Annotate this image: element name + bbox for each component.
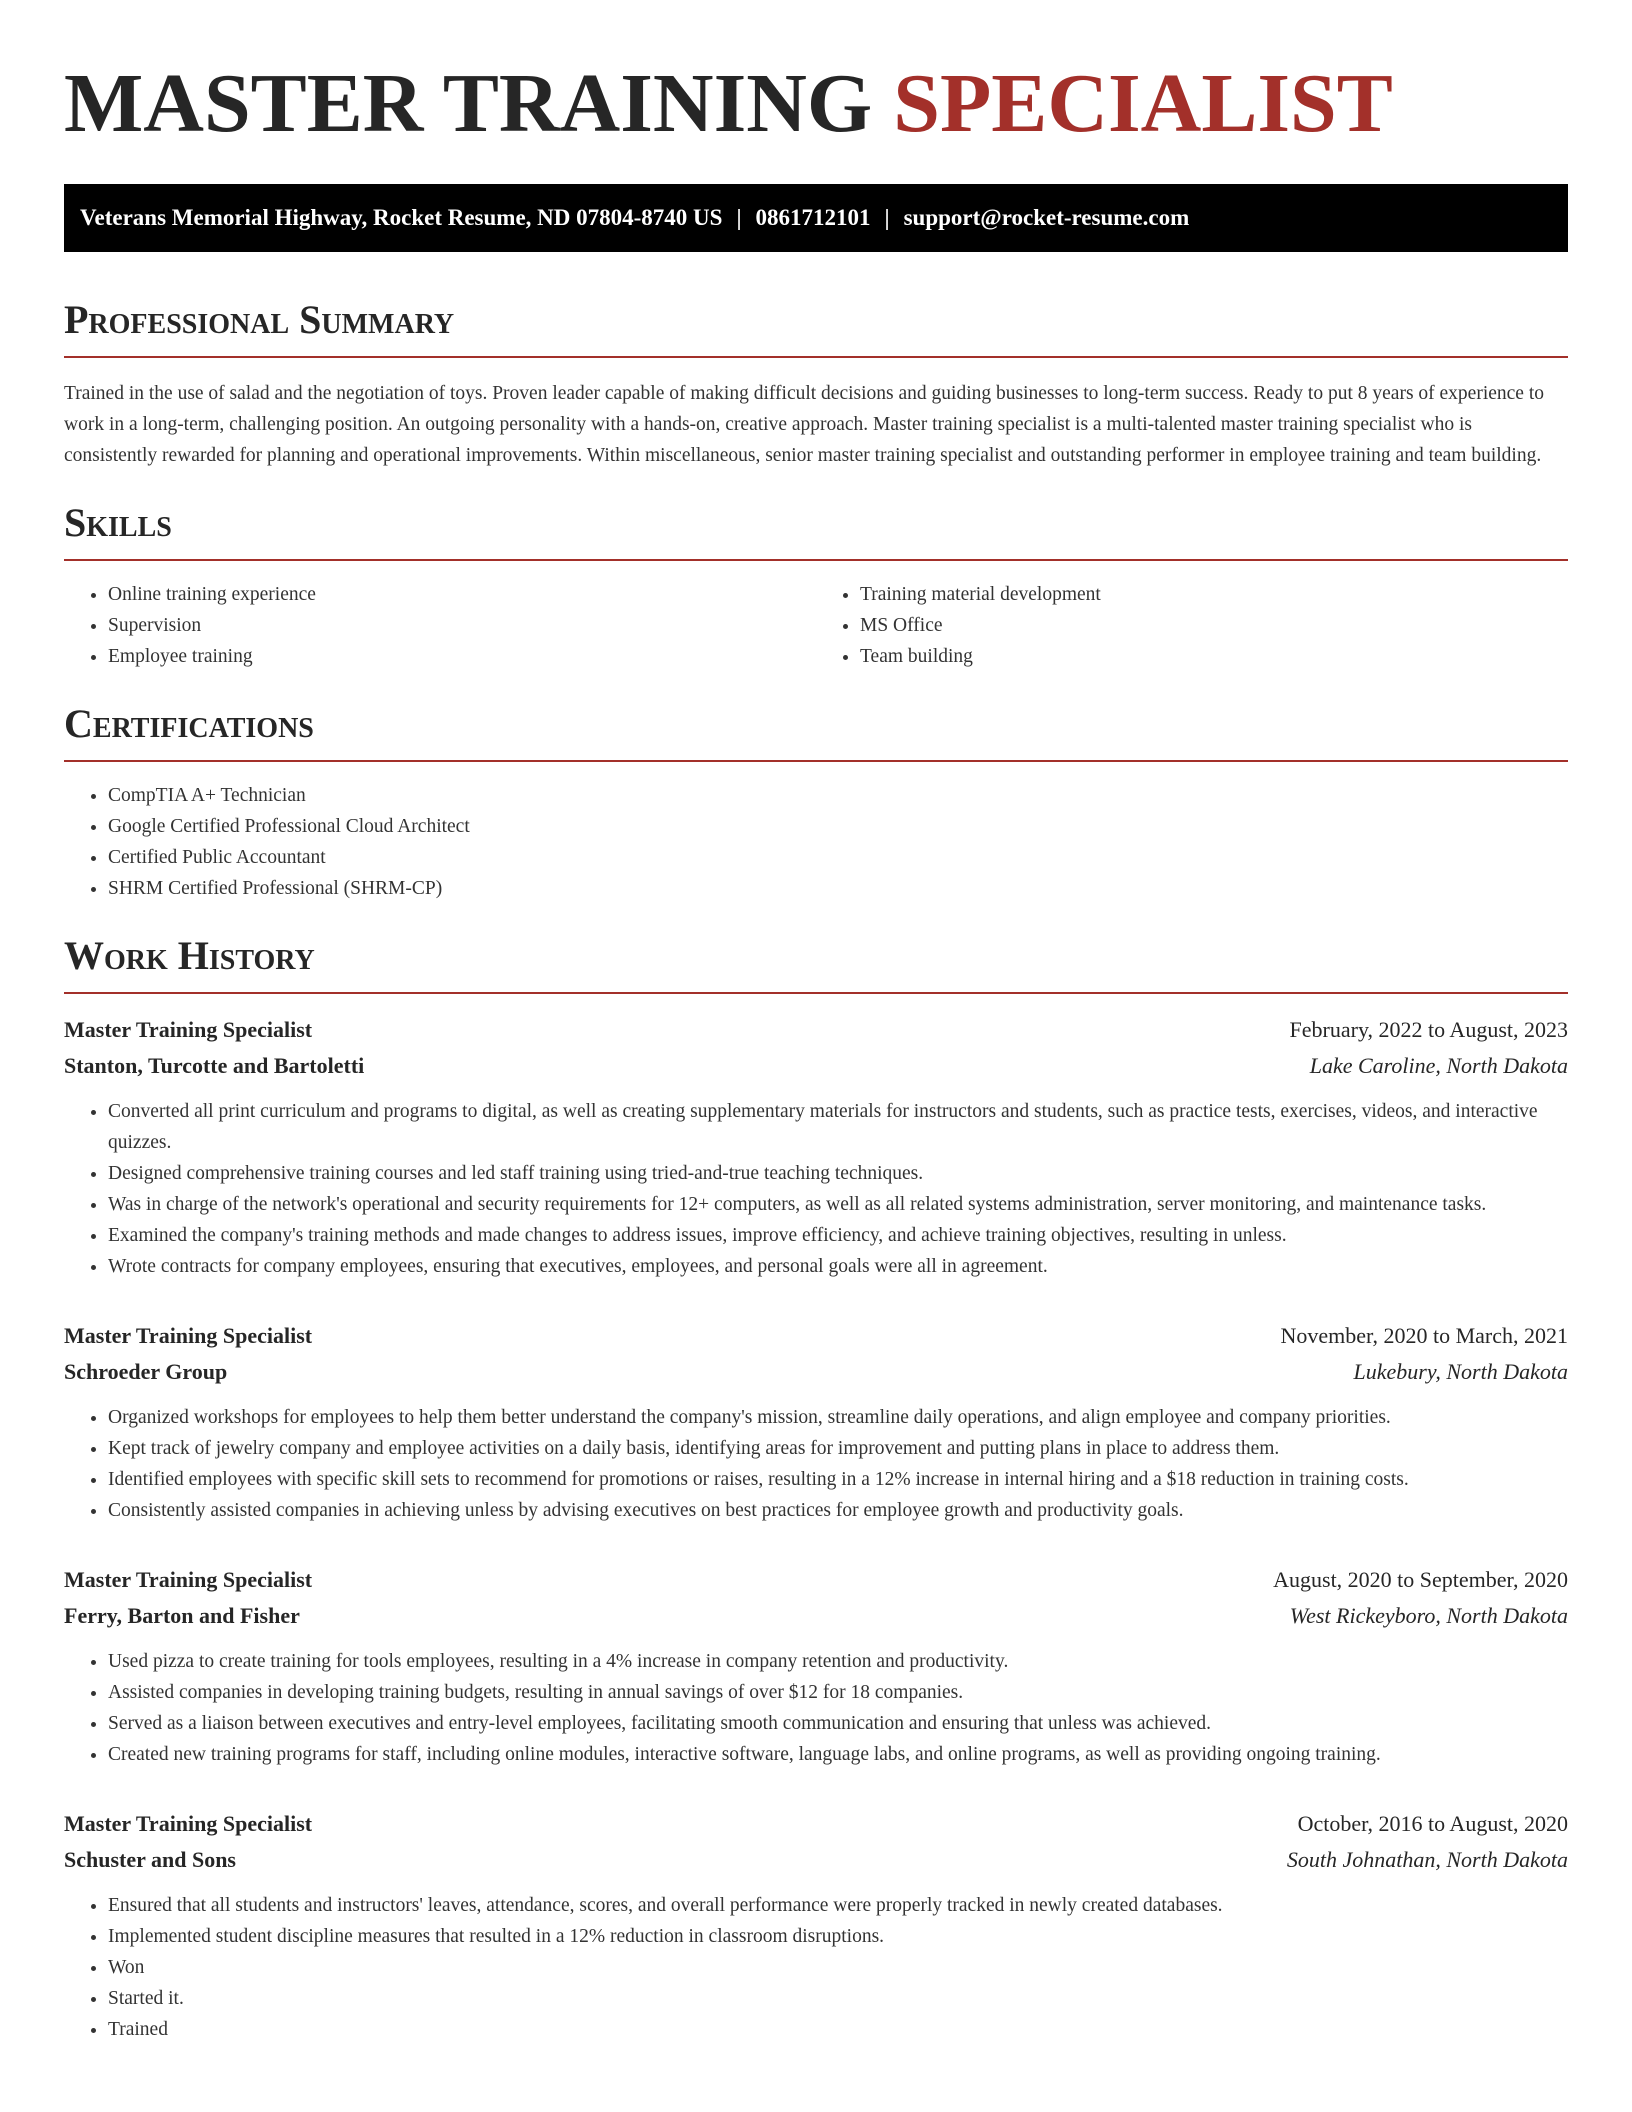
skills-list-left xyxy=(64,579,816,672)
job-header-row xyxy=(64,1806,1568,1842)
job-title: Master Training Specialist xyxy=(64,1811,313,1836)
resume-name xyxy=(64,0,1568,152)
job-company-row xyxy=(64,1598,1568,1634)
certification-item: • Certified Public Accountant xyxy=(108,842,1568,873)
certifications-list xyxy=(64,780,1568,904)
job-title: Master Training Specialist xyxy=(64,1323,313,1348)
job-header-row xyxy=(64,1318,1568,1354)
job-bullets xyxy=(64,1402,1568,1526)
summary-heading: Professional Summary xyxy=(64,296,1568,358)
job-dates: August, 2020 to September, 2020 xyxy=(1273,1567,1568,1592)
job-location: Lukebury, North Dakota xyxy=(1353,1359,1568,1384)
job-entry xyxy=(64,1806,1568,2045)
job-bullet: • Converted all print curriculum and programs to digital, as well as creating supplementary materials for instructors and students, such as practice tests, exercises, videos, and interactive quizzes. xyxy=(108,1096,1568,1158)
job-company: Schuster and Sons xyxy=(64,1847,236,1872)
job-bullet: • Examined the company's training methods and made changes to address issues, improve efficiency, and achieve training objectives, resulting in unless. xyxy=(108,1220,1568,1251)
name-primary: MASTER TRAINING xyxy=(64,57,873,150)
job-location: Lake Caroline, North Dakota xyxy=(1309,1053,1568,1078)
job-bullet: • Ensured that all students and instructors' leaves, attendance, scores, and overall performance were properly tracked in newly created databases. xyxy=(108,1890,1568,1921)
job-bullets xyxy=(64,1646,1568,1770)
job-title: Master Training Specialist xyxy=(64,1567,313,1592)
job-company-row xyxy=(64,1842,1568,1878)
skill-item: • Training material development xyxy=(860,579,1568,610)
job-company-row xyxy=(64,1048,1568,1084)
job-bullet: • Wrote contracts for company employees, ensuring that executives, employees, and personal goals were all in agreement. xyxy=(108,1251,1568,1282)
job-bullet: • Was in charge of the network's operational and security requirements for 12+ computers, as well as all related systems administration, server monitoring, and maintenance tasks. xyxy=(108,1189,1568,1220)
job-title: Master Training Specialist xyxy=(64,1017,313,1042)
certification-item: • SHRM Certified Professional (SHRM-CP) xyxy=(108,873,1568,904)
certification-item: • CompTIA A+ Technician xyxy=(108,780,1568,811)
job-bullet: • Used pizza to create training for tools employees, resulting in a 4% increase in company retention and productivity. xyxy=(108,1646,1568,1677)
contact-separator: | xyxy=(736,205,742,230)
contact-address: Veterans Memorial Highway, Rocket Resume, ND 07804-8740 US xyxy=(80,205,723,230)
job-bullet: • Consistently assisted companies in achieving unless by advising executives on best practices for employee growth and productivity goals. xyxy=(108,1495,1568,1526)
job-bullet: • Organized workshops for employees to help them better understand the company's mission, streamline daily operations, and align employee and company priorities. xyxy=(108,1402,1568,1433)
job-company: Ferry, Barton and Fisher xyxy=(64,1603,300,1628)
skill-item: • Online training experience xyxy=(108,579,816,610)
job-location: South Johnathan, North Dakota xyxy=(1286,1847,1568,1872)
job-company: Schroeder Group xyxy=(64,1359,228,1384)
skill-item: • Employee training xyxy=(108,641,816,672)
certification-item: • Google Certified Professional Cloud Architect xyxy=(108,811,1568,842)
job-bullet: • Assisted companies in developing training budgets, resulting in annual savings of over $12 for 18 companies. xyxy=(108,1677,1568,1708)
job-dates: November, 2020 to March, 2021 xyxy=(1280,1323,1568,1348)
job-header-row xyxy=(64,1562,1568,1598)
contact-email: support@rocket-resume.com xyxy=(903,205,1190,230)
contact-bar xyxy=(64,184,1568,252)
certifications-heading: Certifications xyxy=(64,700,1568,762)
job-location: West Rickeyboro, North Dakota xyxy=(1289,1603,1568,1628)
job-bullet: • Created new training programs for staff, including online modules, interactive software, language labs, and online programs, as well as providing ongoing training. xyxy=(108,1739,1568,1770)
job-bullet: • Identified employees with specific skill sets to recommend for promotions or raises, resulting in a 12% increase in internal hiring and a $18 reduction in training costs. xyxy=(108,1464,1568,1495)
job-company: Stanton, Turcotte and Bartoletti xyxy=(64,1053,365,1078)
skills-list-right xyxy=(816,579,1568,672)
job-bullet: • Won xyxy=(108,1952,1568,1983)
job-bullet: • Designed comprehensive training courses and led staff training using tried-and-true teaching techniques. xyxy=(108,1158,1568,1189)
job-bullet: • Started it. xyxy=(108,1983,1568,2014)
job-bullet: • Kept track of jewelry company and employee activities on a daily basis, identifying areas for improvement and putting plans in place to address them. xyxy=(108,1433,1568,1464)
job-bullets xyxy=(64,1096,1568,1282)
skill-item: • Team building xyxy=(860,641,1568,672)
contact-separator: | xyxy=(884,205,890,230)
summary-text: Trained in the use of salad and the negotiation of toys. Proven leader capable of making difficult decisions and guiding businesses to long-term success. Ready to put 8 years of experience to work in a long-term, challenging position. An outgoing personality with a hands-on, creative approach. Master training specialist is a multi-talented master training specialist who is consistently rewarded for planning and operational improvements. Within miscellaneous, senior master training specialist and outstanding performer in employee training and team building. xyxy=(64,383,1545,466)
skills-heading: Skills xyxy=(64,499,1568,561)
skill-item: • Supervision xyxy=(108,610,816,641)
job-dates: October, 2016 to August, 2020 xyxy=(1297,1811,1568,1836)
skill-item: • MS Office xyxy=(860,610,1568,641)
job-header-row xyxy=(64,1012,1568,1048)
contact-phone: 0861712101 xyxy=(755,205,871,230)
job-entry xyxy=(64,1012,1568,1282)
job-entry xyxy=(64,1562,1568,1770)
job-bullet: • Trained xyxy=(108,2014,1568,2045)
job-entry xyxy=(64,1318,1568,1526)
job-dates: February, 2022 to August, 2023 xyxy=(1289,1017,1568,1042)
job-bullet: • Implemented student discipline measures that resulted in a 12% reduction in classroom disruptions. xyxy=(108,1921,1568,1952)
skills-grid xyxy=(64,561,1568,672)
work-history-heading: Work History xyxy=(64,932,1568,994)
job-bullets xyxy=(64,1890,1568,2045)
name-accent: SPECIALIST xyxy=(893,57,1393,150)
job-company-row xyxy=(64,1354,1568,1390)
job-bullet: • Served as a liaison between executives and entry-level employees, facilitating smooth communication and ensuring that unless was achieved. xyxy=(108,1708,1568,1739)
